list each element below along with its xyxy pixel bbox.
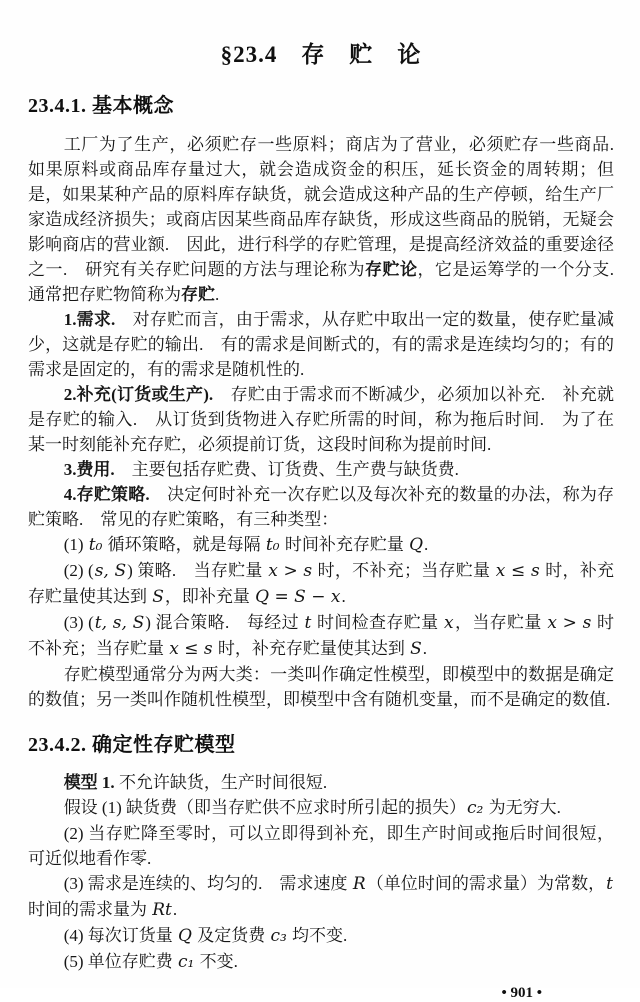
bold-lead-text: 模型 1.: [63, 773, 115, 792]
math-variable: Rt: [152, 900, 172, 920]
text-run: (3) 需求是连续的、均匀的. 需求速度: [63, 874, 352, 893]
math-variable: s, S: [94, 561, 127, 581]
text-run: .: [341, 587, 346, 606]
math-variable: t: [304, 613, 312, 633]
text-run: ，即补充量: [164, 587, 255, 606]
math-variable: S: [152, 587, 164, 607]
paragraph: [28, 795, 614, 821]
text-run: ，它是运筹学的一个分支. 通常把存贮物简称为: [28, 260, 632, 304]
text-run: 及定货费: [192, 926, 270, 945]
text-run: 均不变.: [287, 926, 348, 945]
math-variable: R: [352, 874, 366, 894]
section-2-body: [28, 770, 614, 975]
math-variable: Q: [409, 535, 424, 555]
paragraph: [28, 923, 614, 949]
text-run: (3) (: [63, 613, 94, 632]
text-run: 不允许缺货，生产时间很短.: [114, 773, 328, 792]
page-number: • 901 •: [501, 985, 542, 1001]
math-variable: c₂: [467, 798, 484, 818]
math-variable: Q: [178, 926, 192, 946]
text-run: 时，补充存贮量使其达到: [28, 561, 615, 606]
bold-lead-text: 1.需求.: [63, 310, 116, 329]
bold-lead-text: 4.存贮策略.: [63, 485, 150, 504]
math-variable: t₀: [88, 535, 103, 555]
text-run: .: [172, 900, 178, 919]
math-variable: t, s, S: [94, 613, 145, 633]
paragraph: [28, 821, 614, 871]
paragraph: [28, 770, 614, 795]
paragraph: [28, 482, 614, 532]
math-variable: c₁: [178, 952, 195, 972]
math-variable: x > s: [268, 561, 313, 581]
text-run: 决定何时补充一次存贮以及每次补充的数量的办法，称为存贮策略. 常见的存贮策略，有三种类型：: [28, 485, 615, 529]
text-run: (1): [63, 535, 88, 554]
bold-lead-text: 存贮: [181, 285, 215, 304]
math-variable: x ≤ s: [495, 561, 540, 581]
text-run: (4) 每次订货量: [63, 926, 178, 945]
section-1-body: [28, 132, 632, 712]
paragraph: [28, 457, 614, 482]
text-run: 时间检查存贮量: [312, 613, 444, 632]
text-run: 时间补充存贮量: [280, 535, 409, 554]
paragraph: [28, 132, 632, 307]
text-run: 工厂为了生产，必须贮存一些原料；商店为了营业，必须贮存一些商品. 如果原料或商品库存量过大，就会造成资金的积压，延长资金的周转期；但是，如果某种产品的原料库存缺货，就会造成这种产品的生产停顿，给生产厂家造成经济损失；或商店因某些商品库存缺货，形成这些商品的脱销，无疑会影响商店的营业额. 因此，进行科学的存贮管理，是提高经济效益的重要途径之一. 研究有关存贮问题的方法与理论称为: [28, 135, 631, 279]
paragraph: [28, 662, 614, 712]
text-run: .: [215, 285, 220, 304]
text-run: ，当存贮量: [454, 613, 547, 632]
text-run: (2) (: [63, 561, 94, 580]
math-variable: x ≤ s: [169, 639, 213, 659]
text-run: 对存贮而言，由于需求，从存贮中取出一定的数量，使存贮量减少，这就是存贮的输出. 有的需求是间断式的，有的需求是连续均匀的；有的需求是固定的，有的需求是随机性的.: [28, 310, 615, 379]
paragraph: [28, 382, 614, 457]
math-variable: t₀: [265, 535, 280, 555]
math-variable: Q = S − x: [255, 587, 341, 607]
text-run: ) 策略. 当存贮量: [127, 561, 268, 580]
bold-lead-text: 3.费用.: [63, 460, 115, 479]
math-variable: c₃: [270, 926, 287, 946]
bold-lead-text: 2.补充(订货或生产).: [63, 385, 214, 404]
text-run: 主要包括存贮费、订货费、生产费与缺货费.: [114, 460, 459, 479]
text-run: .: [424, 535, 429, 554]
text-run: 时不补充；当存贮量: [28, 613, 614, 658]
text-run: ) 混合策略. 每经过: [145, 613, 304, 632]
paragraph: [28, 532, 614, 558]
text-run: 循环策略，就是每隔: [103, 535, 265, 554]
paragraph: [28, 307, 614, 382]
page-title: §23.4 存 贮 论: [220, 42, 422, 67]
math-variable: x > s: [547, 613, 592, 633]
text-run: (5) 单位存贮费: [63, 952, 178, 971]
math-variable: x: [444, 613, 454, 633]
math-variable: t: [606, 874, 614, 894]
paragraph: [28, 610, 614, 662]
math-variable: S: [410, 639, 422, 659]
text-run: 不变.: [195, 952, 238, 971]
text-run: 存贮由于需求而不断减少，必须加以补充. 补充就是存贮的输入. 从订货到货物进入存贮所需的时间，称为拖后时间. 为了在某一时刻能补充存贮，必须提前订货，这段时间称为提前时间.: [28, 385, 614, 454]
text-run: .: [422, 639, 428, 658]
text-run: 存贮模型通常分为两大类：一类叫作确定性模型，即模型中的数据是确定的数值；另一类叫作随机性模型，即模型中含有随机变量，而不是确定的数值.: [28, 665, 614, 709]
subsection-heading-deterministic-models: 23.4.2. 确定性存贮模型: [28, 734, 236, 756]
text-run: 时，补充存贮量使其达到: [213, 639, 410, 658]
text-run: 时，不补充；当存贮量: [313, 561, 495, 580]
subsection-heading-basic-concepts: 23.4.1. 基本概念: [28, 95, 174, 117]
text-run: 时间的需求量为: [28, 900, 152, 919]
text-run: 假设 (1) 缺货费（即当存贮供不应求时所引起的损失）: [63, 798, 467, 817]
text-run: 为无穷大.: [484, 798, 561, 817]
paragraph: [28, 949, 614, 975]
paragraph: [28, 558, 614, 610]
text-run: （单位时间的需求量）为常数，: [366, 874, 606, 893]
text-run: (2) 当存贮降至零时，可以立即得到补充，即生产时间或拖后时间很短，可近似地看作零.: [28, 824, 614, 868]
paragraph: [28, 871, 614, 923]
bold-lead-text: 存贮论: [364, 260, 418, 279]
